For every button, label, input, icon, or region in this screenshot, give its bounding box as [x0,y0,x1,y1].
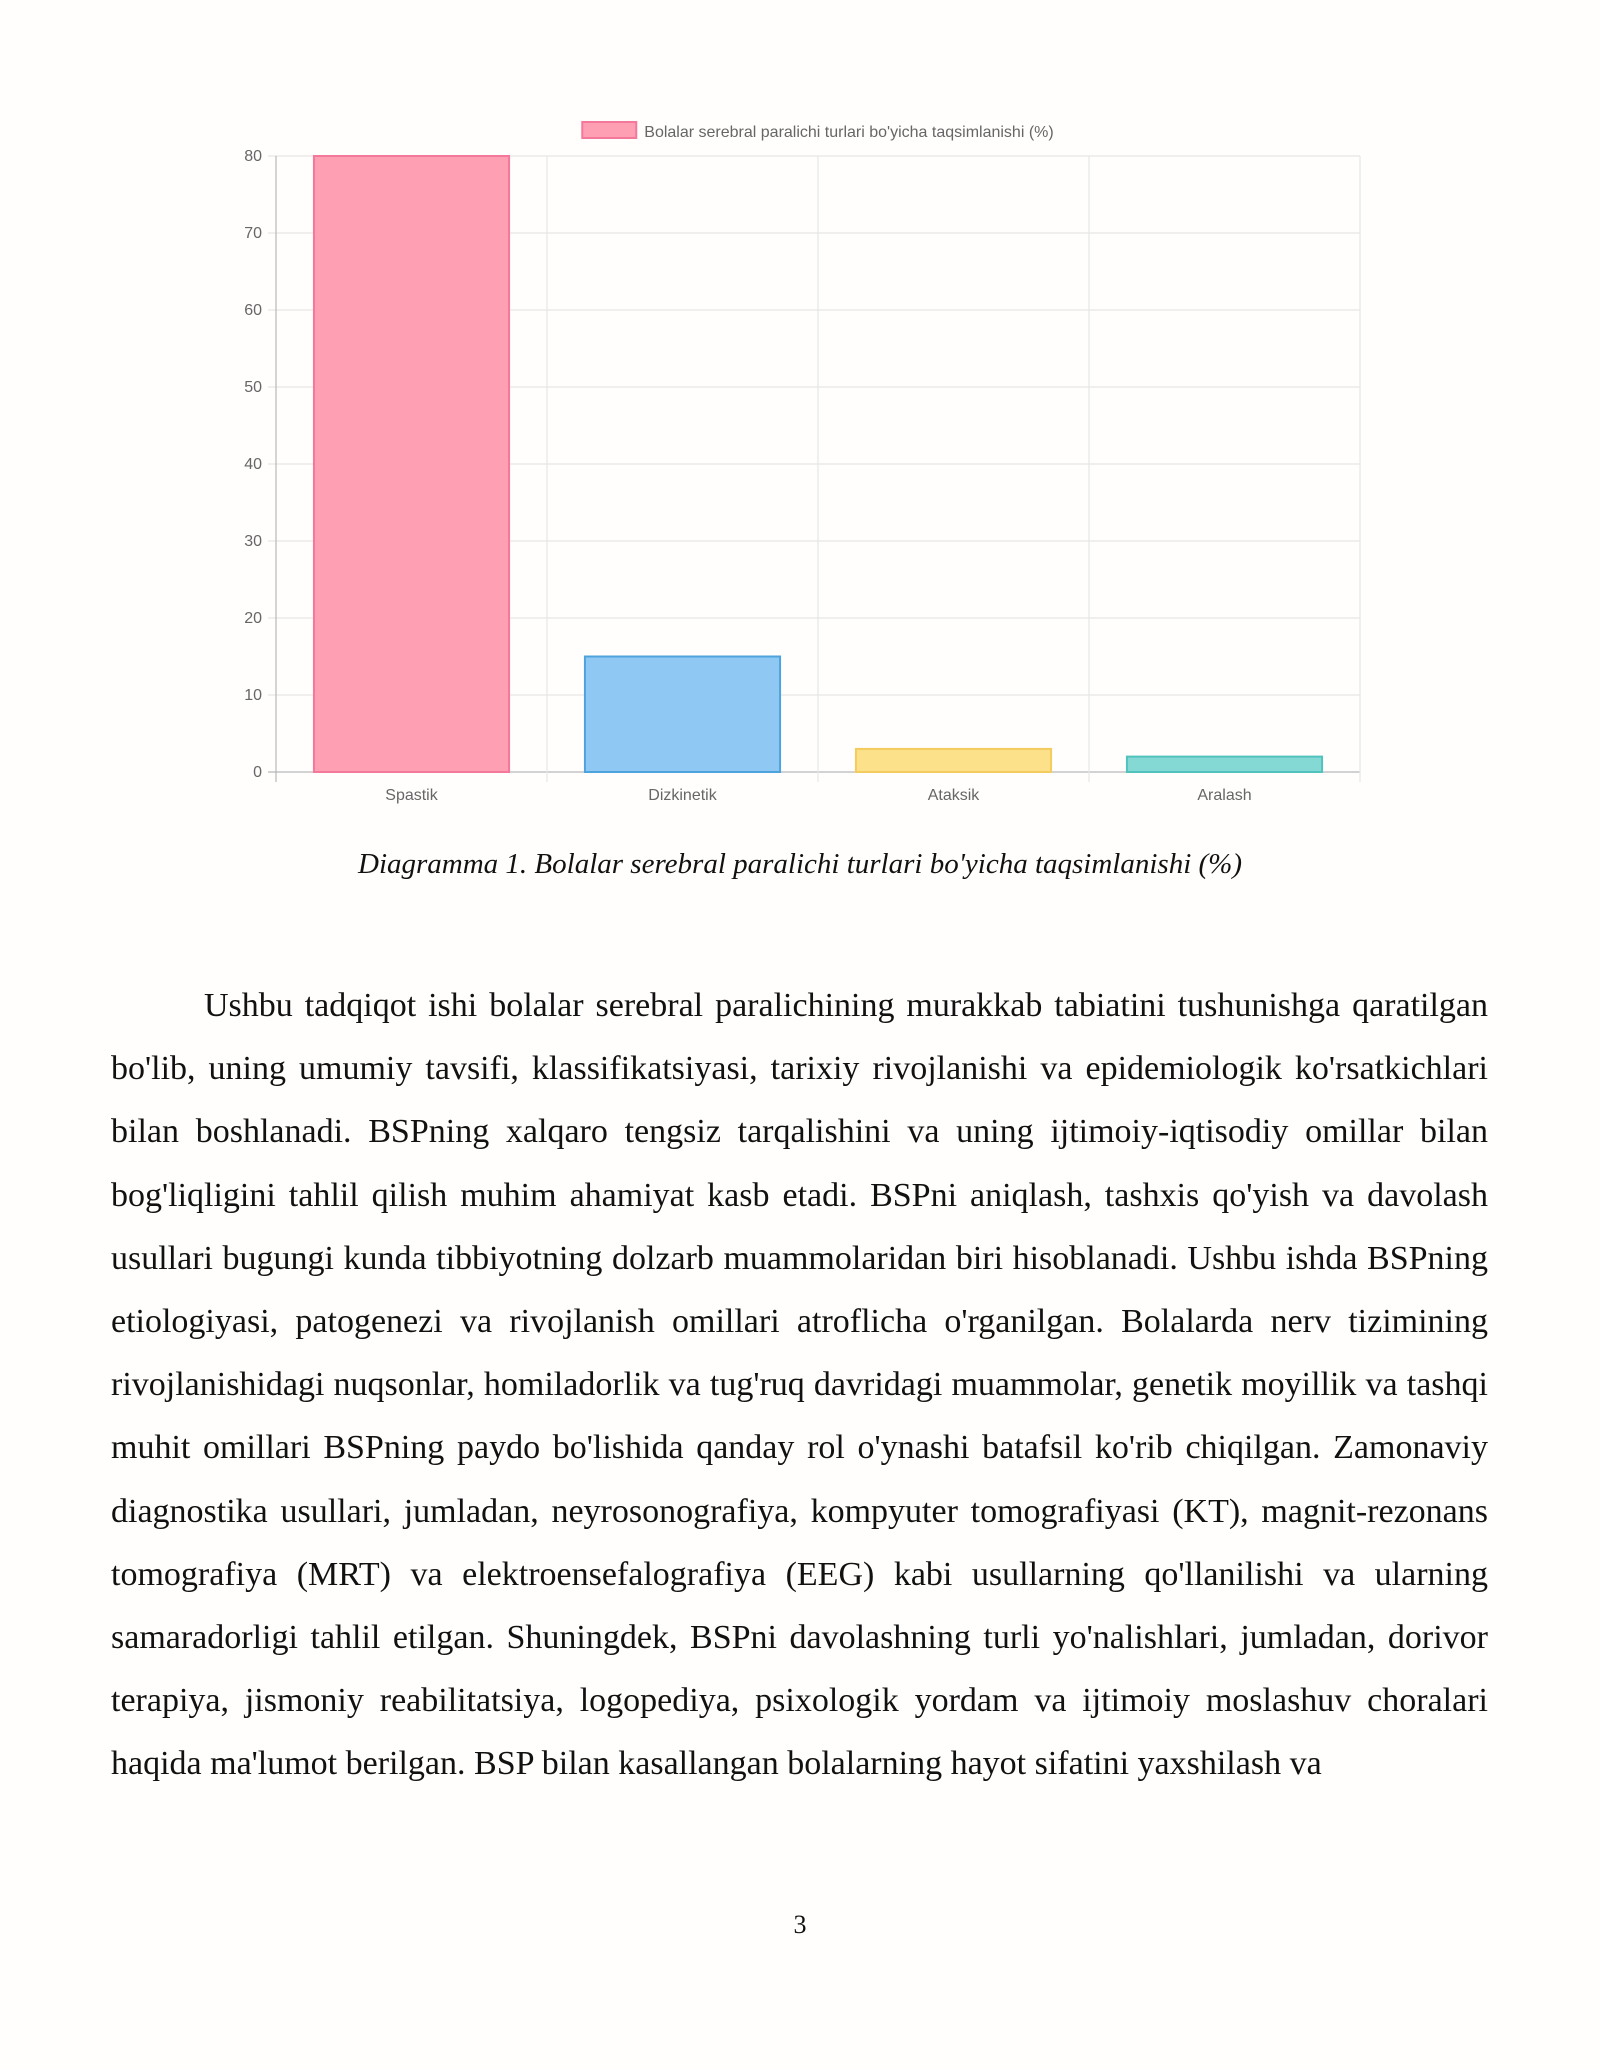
legend-swatch [582,122,636,138]
y-tick-label: 10 [244,687,262,704]
y-tick-label: 60 [244,302,262,319]
bar-spastik [314,156,509,772]
bar-chart [200,110,1380,830]
y-tick-label: 30 [244,533,262,550]
page-number: 3 [793,1910,807,1939]
bar-aralash [1127,757,1322,772]
legend-label: Bolalar serebral paralichi turlari bo'yicha taqsimlanishi (%) [644,124,1054,141]
chart-svg [200,110,1380,830]
y-tick-label: 40 [244,456,262,473]
y-tick-label: 20 [244,610,262,627]
x-tick-label: Ataksik [927,787,980,804]
y-tick-label: 80 [244,148,262,165]
bar-ataksik [856,749,1051,772]
x-tick-label: Aralash [1197,787,1252,804]
figure-caption: Diagramma 1. Bolalar serebral paralichi turlari bo'yicha taqsimlanishi (%) [358,848,1242,880]
bar-dizkinetik [585,657,780,773]
y-tick-label: 0 [253,764,262,781]
x-tick-label: Dizkinetik [648,787,717,804]
body-paragraph: Ushbu tadqiqot ishi bolalar serebral paralichining murakkab tabiatini tushunishga qaratilgan bo'lib, uning umumiy tavsifi, klassifikatsiyasi, tarixiy rivojlanishi va epidemiologik ko'rsatkichlari bilan boshlanadi. BSPning xalqaro tengsiz tarqalishini va uning ijtimoiy-iqtisodiy omillar bilan bog'liqligini tahlil qilish muhim ahamiyat kasb etadi. BSPni aniqlash, tashxis qo'yish va davolash usullari bugungi kunda tibbiyotning dolzarb muammolaridan biri hisoblanadi. Ushbu ishda BSPning etiologiyasi, patogenezi va rivojlanish omillari atroflicha o'rganilgan. Bolalarda nerv tizimining rivojlanishidagi nuqsonlar, homiladorlik va tug'ruq davridagi muammolar, genetik moyillik va tashqi muhit omillari BSPning paydo bo'lishida qanday rol o'ynashi batafsil ko'rib chiqilgan. Zamonaviy diagnostika usullari, jumladan, neyrosonografiya, kompyuter tomografiyasi (KT), magnit-rezonans tomografiya (MRT) va elektroensefalografiya (EEG) kabi usullarning qo'llanilishi va ularning samaradorligi tahlil etilgan. Shuningdek, BSPni davolashning turli yo'nalishlari, jumladan, dorivor terapiya, jismoniy reabilitatsiya, logopediya, psixologik yordam va ijtimoiy moslashuv choralari haqida ma'lumot berilgan. BSP bilan kasallangan bolalarning hayot sifatini yaxshilash va [111,987,1488,1783]
y-tick-label: 50 [244,379,262,396]
y-tick-label: 70 [244,225,262,242]
x-tick-label: Spastik [385,787,438,804]
